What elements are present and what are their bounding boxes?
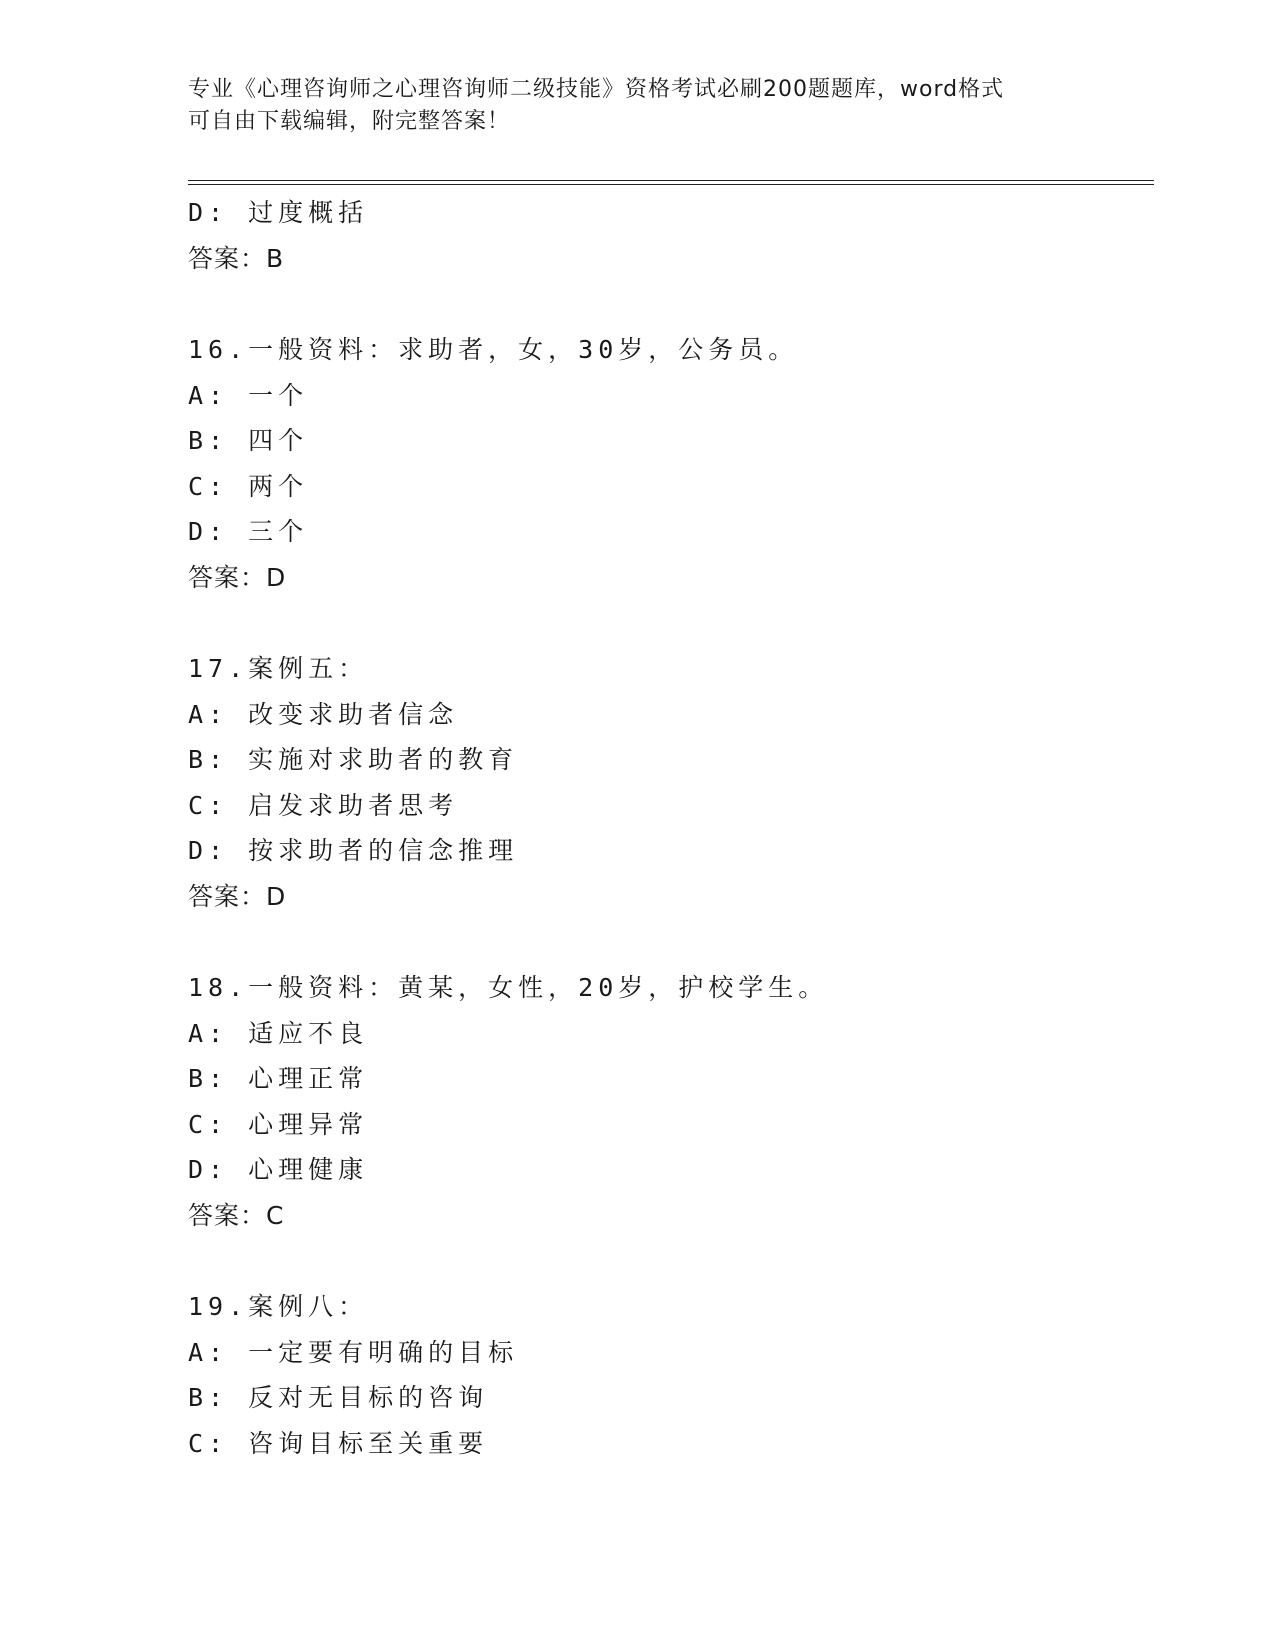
option-c: C: 心理异常 (188, 1109, 369, 1139)
question-18 (188, 965, 1154, 1238)
question-17 (188, 646, 1154, 919)
question-stem: 16.一般资料：求助者，女，30岁，公务员。 (188, 335, 799, 364)
option-b: B: 反对无目标的咨询 (188, 1383, 489, 1412)
page-header (188, 74, 1088, 138)
header-line-2: 可自由下载编辑，附完整答案！ (188, 109, 511, 134)
option-b: B: 心理正常 (188, 1064, 369, 1093)
option-d: D: 按求助者的信念推理 (188, 836, 519, 865)
question-list (188, 190, 1154, 1466)
header-line-1: 专业《心理咨询师之心理咨询师二级技能》资格考试必刷200题题库，word格式 (188, 77, 1005, 102)
option-d: D: 三个 (188, 517, 309, 546)
spacer (188, 600, 1154, 646)
question-stem: 19.案例八： (188, 1292, 369, 1321)
answer: 答案：D (188, 881, 287, 911)
option-c: C: 咨询目标至关重要 (188, 1428, 489, 1458)
option-b: B: 实施对求助者的教育 (188, 745, 519, 774)
question-stem: 18.一般资料：黄某，女性，20岁，护校学生。 (188, 973, 829, 1002)
question-16 (188, 327, 1154, 600)
spacer (188, 919, 1154, 965)
option-a: A: 改变求助者信念 (188, 699, 459, 729)
answer: 答案：C (188, 1200, 285, 1230)
question-stem: 17.案例五： (188, 654, 369, 683)
answer: 答案：B (188, 243, 285, 273)
header-rule-top (188, 180, 1154, 181)
option-a: A: 一定要有明确的目标 (188, 1337, 519, 1367)
option-c: C: 两个 (188, 471, 309, 501)
option-b: B: 四个 (188, 426, 309, 455)
option-a: A: 一个 (188, 380, 309, 410)
question-19 (188, 1284, 1154, 1466)
question-15 (188, 190, 1154, 281)
option-c: C: 启发求助者思考 (188, 790, 459, 820)
option-d: D: 心理健康 (188, 1155, 369, 1184)
option-a: A: 适应不良 (188, 1018, 369, 1048)
spacer (188, 1238, 1154, 1284)
answer: 答案：D (188, 562, 287, 592)
header-rule-bottom (188, 184, 1154, 185)
option-d: D: 过度概括 (188, 198, 369, 227)
spacer (188, 281, 1154, 327)
